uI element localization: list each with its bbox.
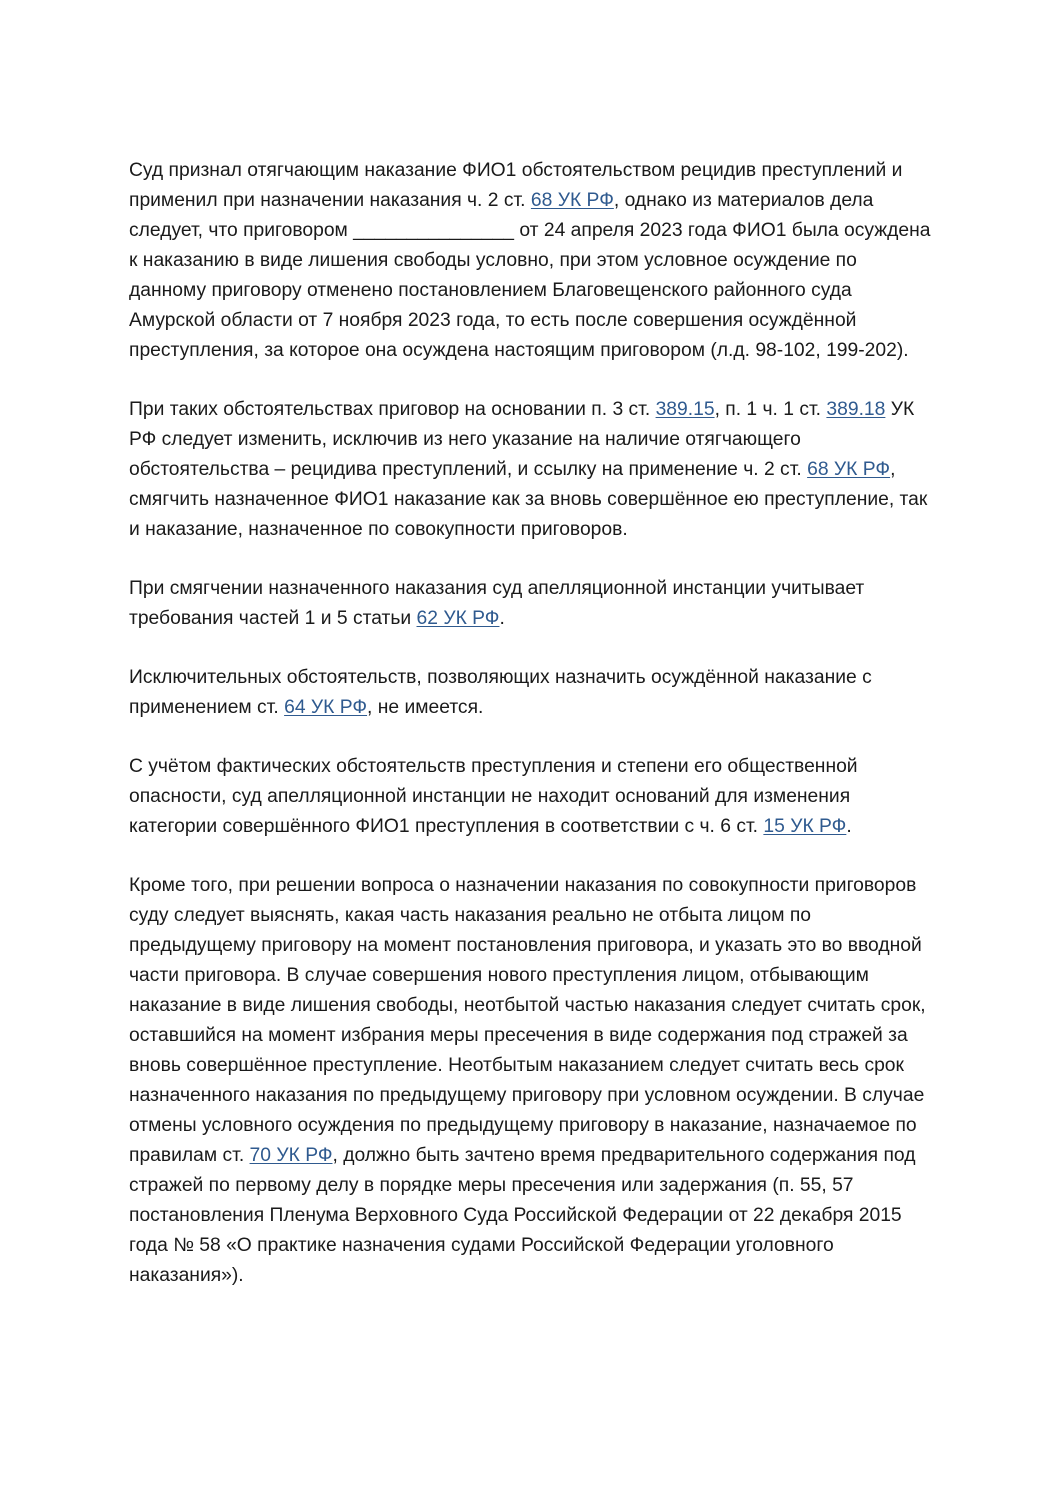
paragraph-text: , должно быть зачтено время предварительного содержания под стражей по первому делу в порядке меры пресечения или задержания (п. 55, 57 постановления Пленума Верховного Суда Российской Федерации от 22 декабря 2015 года № 58 «О практике назначения судами Российской Федерации уголовного наказания»).: [129, 1145, 916, 1286]
paragraph-text: При таких обстоятельствах приговор на основании п. 3 ст.: [129, 399, 656, 420]
law-link-15[interactable]: 15 УК РФ: [763, 816, 847, 837]
paragraph-category: [129, 752, 939, 842]
paragraph-text: , не имеется.: [367, 697, 484, 718]
paragraph-text: , однако из материалов дела следует, что приговором _______________ от 24 апреля 2023 года ФИО1 была осуждена к наказанию в виде лишения свободы условно, при этом условное осуждение по данному приговору отменено постановлением Благовещенского районного суда Амурской области от 7 ноября 2023 года, то есть после совершения осуждённой преступления, за которое она осуждена настоящим приговором (л.д. 98-102, 199-202).: [129, 190, 931, 361]
law-link-70[interactable]: 70 УК РФ: [249, 1145, 333, 1166]
law-link-68[interactable]: 68 УК РФ: [807, 459, 891, 480]
law-link-389-18[interactable]: 389.18: [826, 399, 886, 420]
paragraph-recidivism: [129, 156, 939, 366]
paragraph-text: Кроме того, при решении вопроса о назначении наказания по совокупности приговоров суду следует выяснять, какая часть наказания реально не отбыта лицом по предыдущему приговору на момент постановления приговора, и указать это во вводной части приговора. В случае совершения нового преступления лицом, отбывающим наказание в виде лишения свободы, неотбытой частью наказания следует считать срок, оставшийся на момент избрания меры пресечения в виде содержания под стражей за вновь совершённое преступление. Неотбытым наказанием следует считать весь срок назначенного наказания по предыдущему приговору при условном осуждении. В случае отмены условного осуждения по предыдущему приговору в наказание, назначаемое по правилам ст.: [129, 875, 926, 1166]
paragraph-sentence-change: [129, 395, 939, 545]
paragraph-text: С учётом фактических обстоятельств преступления и степени его общественной опасности, суд апелляционной инстанции не находит оснований для изменения категории совершённого ФИО1 преступления в соответствии с ч. 6 ст.: [129, 756, 858, 837]
paragraph-text: .: [499, 608, 505, 629]
paragraph-text: .: [846, 816, 852, 837]
law-link-68[interactable]: 68 УК РФ: [530, 190, 614, 211]
paragraph-text: Суд признал отягчающим наказание ФИО1 обстоятельством рецидив преступлений и применил при назначении наказания ч. 2 ст.: [129, 160, 903, 211]
paragraph-text: , п. 1 ч. 1 ст.: [714, 399, 827, 420]
paragraph-exceptional: [129, 663, 939, 723]
paragraph-text: При смягчении назначенного наказания суд апелляционной инстанции учитывает требования частей 1 и 5 статьи: [129, 578, 865, 629]
paragraph-text: , смягчить назначенное ФИО1 наказание как за вновь совершённое ею преступление, так и наказание, назначенное по совокупности приговоров.: [129, 459, 928, 540]
law-link-64[interactable]: 64 УК РФ: [284, 697, 368, 718]
paragraph-text: Исключительных обстоятельств, позволяющих назначить осуждённой наказание с применением ст.: [129, 667, 872, 718]
law-link-389-15[interactable]: 389.15: [655, 399, 715, 420]
document-body: [129, 156, 939, 1320]
paragraph-aggregate-sentences: [129, 871, 939, 1291]
paragraph-text: УК РФ следует изменить, исключив из него указание на наличие отягчающего обстоятельства – рецидива преступлений, и ссылку на применение ч. 2 ст.: [129, 399, 915, 480]
paragraph-mitigation: [129, 574, 939, 634]
law-link-62[interactable]: 62 УК РФ: [416, 608, 500, 629]
